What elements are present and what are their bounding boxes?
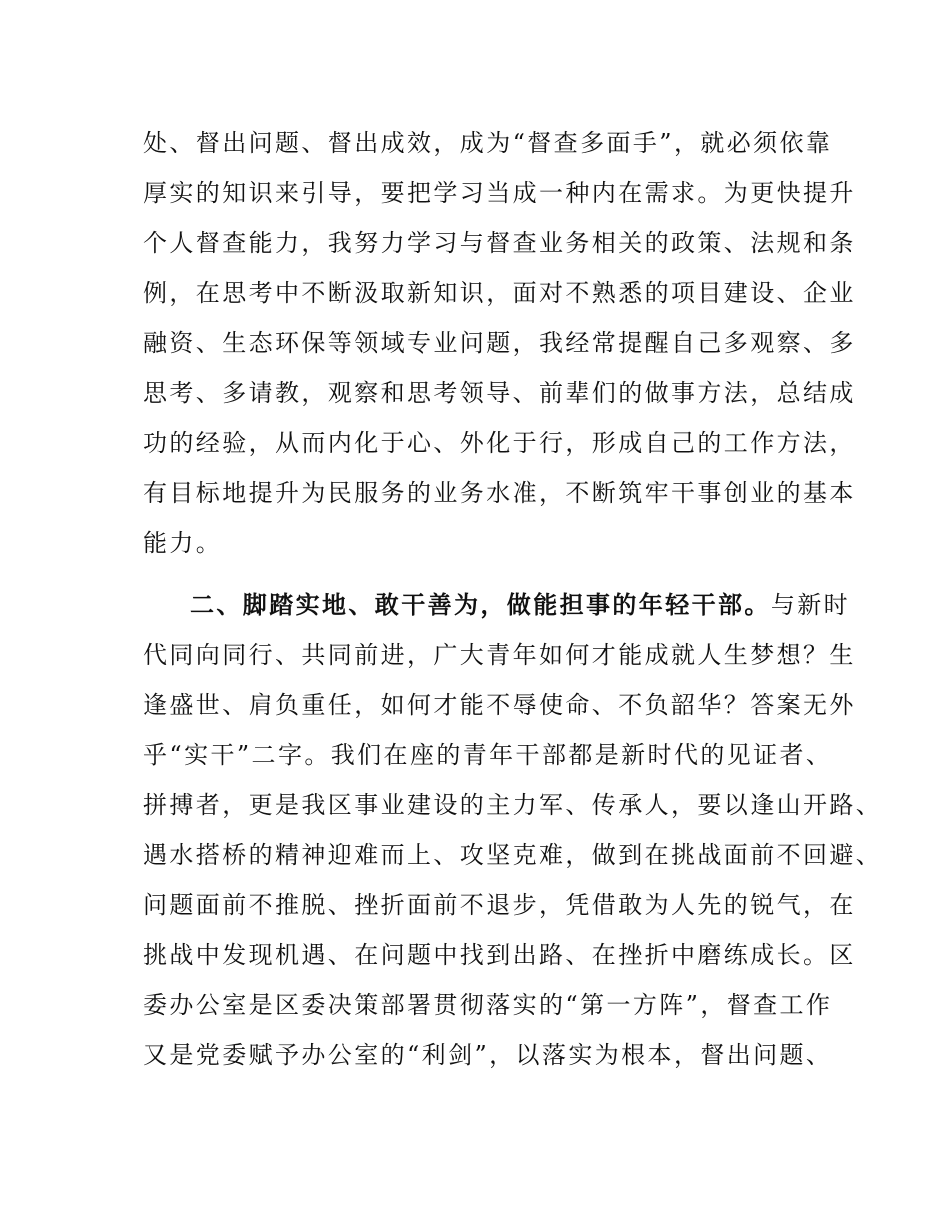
paragraph-line: 代同向同行、共同前进，广大青年如何才能成就人生梦想？生	[143, 641, 856, 669]
paragraph-line: 能力。	[143, 529, 223, 557]
paragraph-line: 拼搏者，更是我区事业建设的主力军、传承人，要以逢山开路、	[143, 791, 883, 819]
section-heading: 二、脚踏实地、敢干善为，做能担事的年轻干部。	[190, 591, 771, 619]
paragraph-line: 有目标地提升为民服务的业务水准，不断筑牢干事创业的基本	[143, 479, 856, 507]
paragraph-line: 融资、生态环保等领域专业问题，我经常提醒自己多观察、多	[143, 329, 856, 357]
paragraph-line: 厚实的知识来引导，要把学习当成一种内在需求。为更快提升	[143, 179, 856, 207]
paragraph-line: 遇水搭桥的精神迎难而上、攻坚克难，做到在挑战面前不回避、	[143, 841, 883, 869]
paragraph-line: 思考、多请教，观察和思考领导、前辈们的做事方法，总结成	[143, 379, 856, 407]
paragraph-line: 乎“实干”二字。我们在座的青年干部都是新时代的见证者、	[143, 741, 833, 769]
paragraph-line: 功的经验，从而内化于心、外化于行，形成自己的工作方法，	[143, 429, 856, 457]
paragraph-first-line	[190, 590, 850, 620]
paragraph-line: 挑战中发现机遇、在问题中找到出路、在挫折中磨练成长。区	[143, 941, 856, 969]
paragraph-line: 逢盛世、肩负重任，如何才能不辱使命、不负韶华？答案无外	[143, 691, 856, 719]
paragraph-line: 问题面前不推脱、挫折面前不退步，凭借敢为人先的锐气，在	[143, 891, 856, 919]
paragraph-line: 个人督查能力，我努力学习与督查业务相关的政策、法规和条	[143, 229, 856, 257]
paragraph-line: 例，在思考中不断汲取新知识，面对不熟悉的项目建设、企业	[143, 279, 856, 307]
paragraph-line: 委办公室是区委决策部署贯彻落实的“第一方阵”，督查工作	[143, 991, 833, 1019]
paragraph-line: 又是党委赋予办公室的“利剑”，以落实为根本，督出问题、	[143, 1041, 833, 1069]
paragraph-line: 处、督出问题、督出成效，成为“督查多面手”，就必须依靠	[143, 129, 833, 157]
heading-continuation: 与新时	[770, 591, 851, 619]
